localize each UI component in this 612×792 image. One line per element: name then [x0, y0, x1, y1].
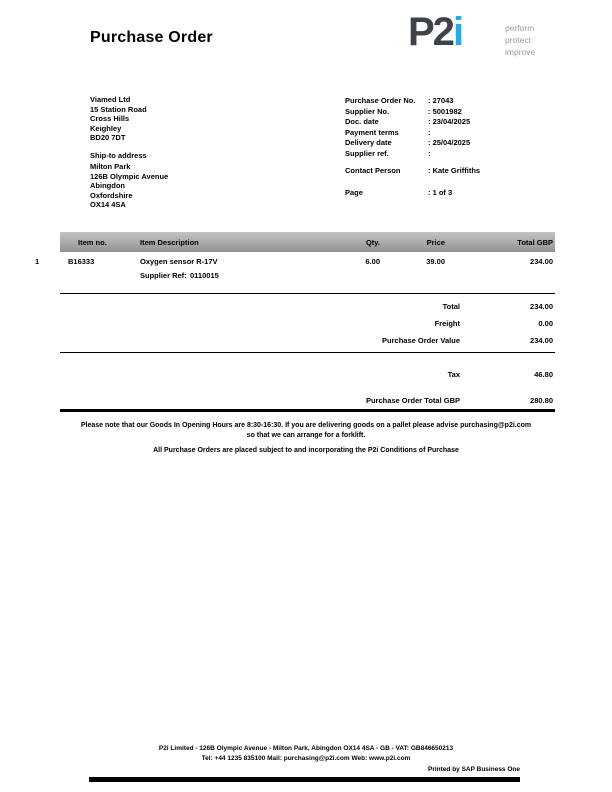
- logo-tagline: [505, 22, 535, 58]
- column-header-qty: Qty.: [365, 238, 380, 247]
- meta-value: : Kate Griffiths: [428, 166, 480, 175]
- meta-label: Doc. date: [345, 117, 379, 126]
- meta-label: Supplier No.: [345, 106, 390, 116]
- ship-to-label: Ship-to address: [90, 151, 147, 160]
- conditions-note: All Purchase Orders are placed subject to and incorporating the P2i Conditions of Purchase: [153, 447, 459, 454]
- totals-value: 280.80: [530, 396, 553, 405]
- buyer-address-line: BD20 7DT: [90, 133, 126, 143]
- column-header-item-no: Item no.: [78, 238, 107, 247]
- divider: [60, 352, 555, 353]
- table-header: [60, 232, 555, 252]
- ship-to-line: 126B Olympic Avenue: [90, 171, 169, 181]
- totals-label: Purchase Order Value: [382, 336, 460, 345]
- buyer-address-line: Keighley: [90, 123, 122, 133]
- meta-value: : 23/04/2025: [428, 117, 470, 126]
- totals-value: 234.00: [530, 336, 553, 345]
- row-item-no: B16333: [68, 257, 95, 266]
- row-total: 234.00: [530, 257, 553, 266]
- meta-label: Delivery date: [345, 138, 392, 147]
- meta-value: : 27043: [428, 96, 453, 105]
- meta-value: [428, 128, 431, 137]
- divider: [60, 293, 555, 294]
- ship-to-line: OX14 4SA: [90, 200, 126, 210]
- totals-label: Tax: [447, 370, 460, 379]
- meta-value: : 25/04/2025: [428, 138, 470, 147]
- logo-i: i: [452, 10, 463, 54]
- row-description: Oxygen sensor R-17V: [140, 257, 218, 266]
- buyer-address-line: Cross Hills: [90, 114, 130, 124]
- meta-row-page: [345, 188, 480, 199]
- meta-row-delivery-date: [345, 138, 480, 149]
- tagline-line: improve: [505, 47, 536, 57]
- footer-contact-line: Tel: +44 1235 835100 Mail: purchasing@p2i.com Web: www.p2i.com: [201, 755, 411, 762]
- totals-label: Freight: [434, 319, 460, 328]
- totals-label: Total: [442, 302, 460, 311]
- totals-value: 234.00: [530, 302, 553, 311]
- meta-row-doc-date: [345, 117, 480, 128]
- printed-by-label: Printed by SAP Business One: [428, 766, 520, 773]
- page-number: : 1 of 3: [428, 188, 452, 197]
- ship-to-address: [90, 162, 168, 210]
- meta-value: [428, 149, 431, 158]
- ship-to-line: Milton Park: [90, 162, 131, 171]
- meta-label: Purchase Order No.: [345, 96, 416, 105]
- meta-row-supplier-no: [345, 107, 480, 118]
- buyer-address: [90, 95, 147, 143]
- p2i-logo-text: [408, 12, 462, 52]
- totals-value: 46.80: [534, 370, 553, 379]
- buyer-address-line: Viamed Ltd: [90, 95, 131, 104]
- ship-to-line: Abingdon: [90, 181, 125, 191]
- ship-to-line: Oxfordshire: [90, 190, 133, 200]
- column-header-description: Item Description: [140, 238, 199, 247]
- buyer-address-line: 15 Station Road: [90, 104, 147, 114]
- goods-in-note: Please note that our Goods In Opening Hours are 8:30-16:30. If you are delivering goods on a pallet please advise purchasing@p2i.com so that we can arrange for a forklift.: [80, 422, 532, 439]
- column-header-total: Total GBP: [517, 238, 553, 247]
- meta-label: Supplier ref.: [345, 148, 389, 158]
- supplier-ref-label: Supplier Ref:: [140, 271, 187, 280]
- totals-label: Purchase Order Total GBP: [365, 396, 460, 405]
- meta-row-contact-person: [345, 166, 480, 177]
- meta-value: : 5001982: [428, 107, 462, 116]
- page-title: Purchase Order: [90, 29, 213, 46]
- tagline-line: protect: [505, 35, 531, 45]
- divider-thick: [60, 409, 555, 412]
- meta-label: Payment terms: [345, 127, 399, 137]
- row-price: 39.00: [426, 257, 445, 266]
- order-meta: [345, 96, 480, 198]
- column-header-price: Price: [426, 238, 445, 247]
- meta-label: Page: [345, 187, 363, 197]
- row-qty: 6.00: [365, 257, 380, 266]
- p2i-logo: [408, 12, 462, 52]
- logo-p2: P2: [408, 10, 453, 54]
- meta-row-payment-terms: [345, 128, 480, 139]
- totals-value: 0.00: [538, 319, 553, 328]
- footer-bar: [89, 777, 520, 782]
- supplier-ref-value: 0110015: [190, 271, 219, 280]
- tagline-line: perform: [505, 23, 535, 33]
- footer-company-line: P2i Limited - 126B Olympic Avenue - Milton Park, Abingdon OX14 4SA - GB - VAT: GB846650213: [158, 745, 454, 752]
- meta-label: Contact Person: [345, 166, 401, 175]
- meta-row-supplier-ref: [345, 149, 480, 160]
- meta-row-po-number: [345, 96, 480, 107]
- row-line-number: 1: [35, 257, 40, 266]
